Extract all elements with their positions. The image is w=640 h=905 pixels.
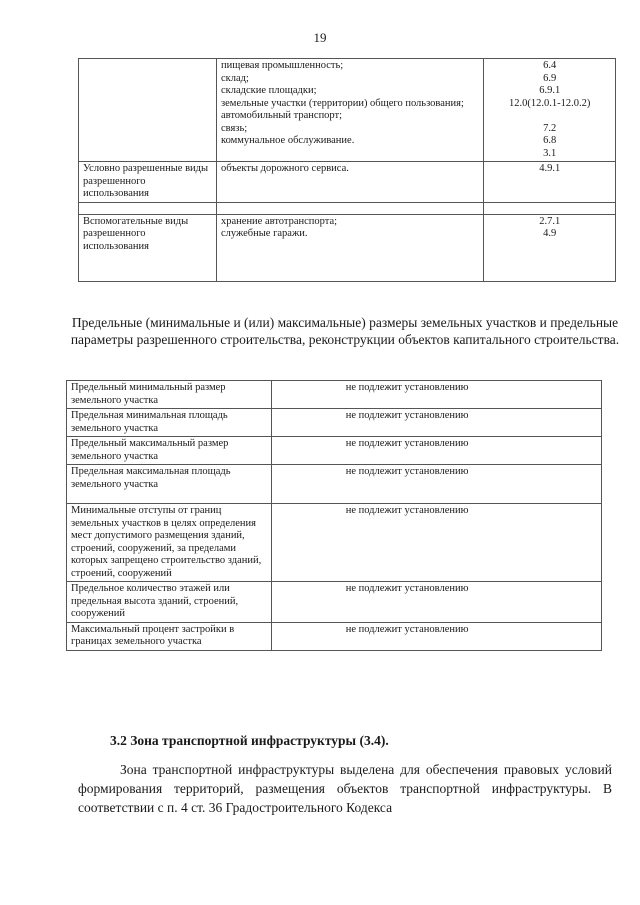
table-row bbox=[67, 582, 602, 623]
body-paragraph: Зона транспортной инфраструктуры выделена для обеспечения правовых условий формирования территорий, размещения объектов транспортной инфраструктуры. В соответствии с п. 4 ст. 36 Градостроительного Кодекса bbox=[78, 762, 612, 815]
table-row bbox=[67, 437, 602, 465]
permitted-uses-table bbox=[78, 58, 616, 282]
param-value: не подлежит установлению bbox=[271, 582, 601, 623]
use-item: земельные участки (территории) общего пользования; bbox=[221, 97, 464, 109]
use-code: 4.9 bbox=[543, 228, 557, 239]
uses-list-cell bbox=[217, 59, 484, 162]
param-name: Предельное количество этажей или предельная высота зданий, строений, сооружений bbox=[67, 582, 272, 623]
table-row bbox=[67, 504, 602, 582]
use-item: складские площадки; bbox=[221, 85, 317, 96]
section-heading: 3.2 Зона транспортной инфраструктуры (3.4). bbox=[110, 733, 389, 748]
param-name: Минимальные отступы от границ земельных участков в целях определения мест допустимого размещения зданий, строений, сооружений, за пределами которых запрещено строительство зданий, строений, сооружений bbox=[67, 504, 272, 582]
use-item: хранение автотранспорта; bbox=[221, 215, 338, 227]
table-row bbox=[67, 381, 602, 409]
param-name: Предельная максимальная площадь земельного участка bbox=[67, 465, 272, 504]
params-heading: Предельные (минимальные и (или) максимальные) размеры земельных участков и предельные параметры разрешенного строительства, реконструкции объектов капитального строительства. bbox=[70, 315, 620, 347]
conditional-code: 4.9.1 bbox=[484, 162, 616, 203]
auxiliary-codes-cell bbox=[484, 214, 616, 281]
param-value: не подлежит установлению bbox=[271, 504, 601, 582]
table-row bbox=[67, 409, 602, 437]
param-name: Предельный минимальный размер земельного участка bbox=[67, 381, 272, 409]
table-row bbox=[79, 59, 616, 162]
param-name: Предельная минимальная площадь земельного участка bbox=[67, 409, 272, 437]
table-row bbox=[67, 465, 602, 504]
parameters-table bbox=[66, 380, 602, 651]
param-name: Максимальный процент застройки в границах земельного участка bbox=[67, 622, 272, 650]
conditional-use: объекты дорожного сервиса. bbox=[217, 162, 484, 203]
page-number: 19 bbox=[313, 30, 327, 45]
table-row bbox=[67, 622, 602, 650]
param-value: не подлежит установлению bbox=[271, 381, 601, 409]
use-item: автомобильный транспорт; bbox=[221, 110, 343, 121]
table-row bbox=[79, 214, 616, 281]
use-code: 6.9 bbox=[543, 72, 557, 84]
param-value: не подлежит установлению bbox=[271, 437, 601, 465]
use-code: 3.1 bbox=[543, 147, 557, 159]
use-code: 12.0(12.0.1-12.0.2) bbox=[509, 97, 591, 109]
param-name: Предельный максимальный размер земельного участка bbox=[67, 437, 272, 465]
auxiliary-uses-label: Вспомогательные виды разрешенного использования bbox=[79, 214, 217, 281]
use-code: 6.8 bbox=[543, 135, 557, 146]
conditional-uses-label: Условно разрешенные виды разрешенного использования bbox=[79, 162, 217, 203]
use-code: 7.2 bbox=[543, 122, 557, 134]
use-item: пищевая промышленность; bbox=[221, 60, 344, 71]
codes-cell bbox=[484, 59, 616, 162]
use-code: 6.4 bbox=[543, 60, 557, 71]
use-code: 6.9.1 bbox=[539, 85, 561, 96]
table-cell-empty bbox=[79, 59, 217, 162]
param-value: не подлежит установлению bbox=[271, 409, 601, 437]
param-value: не подлежит установлению bbox=[271, 465, 601, 504]
use-item: служебные гаражи. bbox=[221, 228, 308, 239]
param-value: не подлежит установлению bbox=[271, 622, 601, 650]
use-code: 2.7.1 bbox=[539, 215, 561, 227]
use-item: склад; bbox=[221, 72, 249, 84]
table-row bbox=[79, 162, 616, 203]
use-item: коммунальное обслуживание. bbox=[221, 135, 355, 146]
table-row-spacer bbox=[79, 202, 616, 214]
use-item: связь; bbox=[221, 122, 248, 134]
auxiliary-uses-cell bbox=[217, 214, 484, 281]
